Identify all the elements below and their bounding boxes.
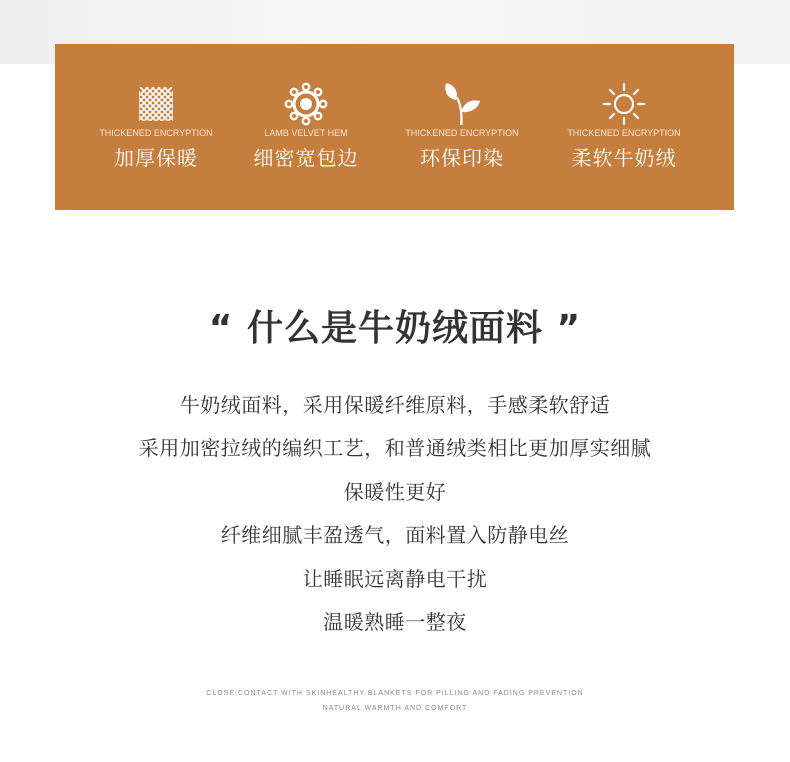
description-line: 采用加密拉绒的编织工艺，和普通绒类相比更加厚实细腻 (138, 436, 652, 461)
feature-en-label: LAMB VELVET HEM (264, 128, 348, 138)
feature-zh-label: 环保印染 (420, 146, 504, 170)
feature-item-hem (221, 44, 391, 210)
section-title: “ 什么是牛奶绒面料 ” (208, 308, 582, 349)
description-block (0, 386, 790, 646)
mesh-pattern-icon (134, 82, 178, 126)
feature-item-thickened (71, 44, 241, 210)
feature-en-label: THICKENED ENCRYPTION (99, 128, 213, 138)
flower-ring-icon (284, 82, 328, 126)
feature-banner (55, 44, 734, 210)
sun-icon (602, 82, 646, 126)
feature-zh-label: 柔软牛奶绒 (571, 146, 677, 170)
description-line: 牛奶绒面料，采用保暖纤维原料，手感柔软舒适 (179, 393, 611, 417)
feature-zh-label: 细密宽包边 (253, 146, 359, 170)
footer-line-1: CLOSE CONTACT WITH SKINHEALTHY BLANKETS FOR PILLING AND FADING PREVENTION (206, 690, 584, 697)
description-line: 纤维细腻丰盈透气，面料置入防静电丝 (220, 523, 570, 548)
description-line: 温暖熟睡一整夜 (323, 609, 467, 634)
feature-item-dyeing (377, 44, 547, 210)
description-line: 保暖性更好 (343, 479, 447, 504)
footer-note (0, 686, 790, 716)
feature-item-soft (539, 44, 709, 210)
feature-zh-label: 加厚保暖 (114, 146, 198, 170)
feature-en-label: THICKENED ENCRYPTION (567, 128, 681, 138)
description-line: 让睡眠远离静电干扰 (302, 566, 488, 591)
sprout-leaf-icon (440, 82, 484, 126)
feature-en-label: THICKENED ENCRYPTION (405, 128, 519, 138)
footer-line-2: NATURAL WARMTH AND COMFORT (322, 705, 468, 712)
